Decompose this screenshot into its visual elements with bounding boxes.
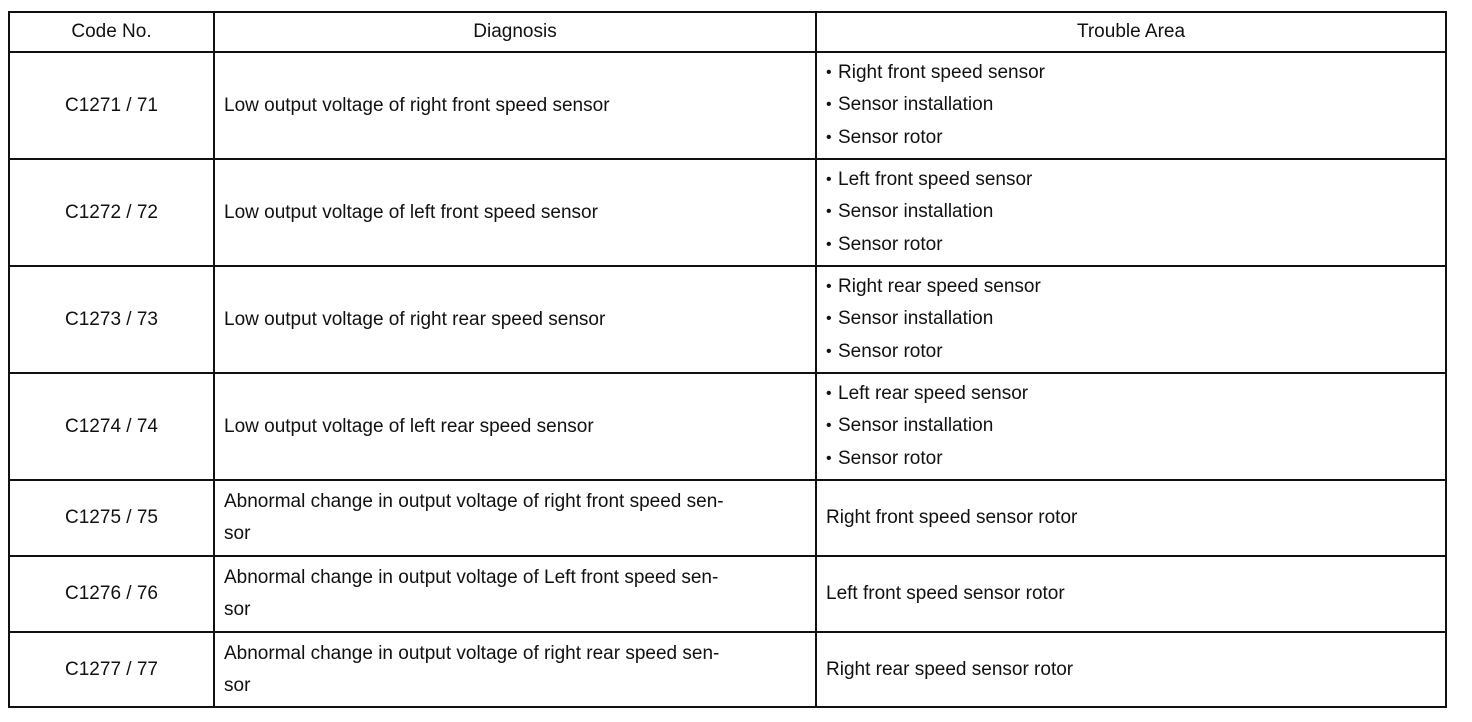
trouble-area-list: [826, 57, 1436, 155]
bullet-icon: •: [826, 235, 832, 253]
list-item: [826, 443, 1436, 476]
header-code: Code No.: [9, 12, 214, 52]
trouble-area-list: [826, 378, 1436, 476]
code-cell: C1277 / 77: [9, 632, 214, 707]
trouble-area-item: Sensor rotor: [838, 340, 943, 362]
code-cell: C1273 / 73: [9, 266, 214, 373]
diagnosis-cell: Low output voltage of left rear speed sensor: [214, 373, 816, 480]
diagnosis-line: Abnormal change in output voltage of right front speed sen-: [224, 491, 724, 512]
trouble-area-item: Sensor installation: [838, 415, 994, 437]
trouble-area-item: Sensor rotor: [838, 233, 943, 255]
table-row: [9, 373, 1446, 480]
code-cell: C1274 / 74: [9, 373, 214, 480]
diagnostic-code-table: [8, 11, 1447, 708]
list-item: [826, 378, 1436, 411]
trouble-area-cell: Right rear speed sensor rotor: [816, 632, 1446, 707]
diagnosis-line: sor: [224, 674, 251, 696]
table-row: [9, 266, 1446, 373]
trouble-area-item: Left rear speed sensor: [838, 382, 1029, 404]
list-item: [826, 57, 1436, 90]
bullet-icon: •: [826, 63, 832, 81]
trouble-area-cell: [816, 266, 1446, 373]
header-diagnosis: Diagnosis: [214, 12, 816, 52]
trouble-area-cell: Right front speed sensor rotor: [816, 480, 1446, 556]
diagnosis-cell: Low output voltage of right rear speed sensor: [214, 266, 816, 373]
bullet-icon: •: [826, 96, 832, 114]
trouble-area-item: Left front speed sensor: [838, 168, 1033, 190]
diagnosis-line: Abnormal change in output voltage of right rear speed sen-: [224, 642, 720, 664]
bullet-icon: •: [826, 128, 832, 146]
trouble-area-item: Sensor installation: [838, 308, 994, 330]
bullet-icon: •: [826, 310, 832, 328]
list-item: [826, 122, 1436, 155]
code-cell: C1272 / 72: [9, 159, 214, 266]
trouble-area-item: Right rear speed sensor: [838, 275, 1041, 297]
trouble-area-item: Sensor rotor: [838, 126, 943, 148]
diagnosis-cell: [214, 556, 816, 632]
code-cell: C1271 / 71: [9, 52, 214, 159]
table-row: [9, 480, 1446, 556]
table-row: [9, 159, 1446, 266]
trouble-area-list: [826, 164, 1436, 262]
list-item: [826, 410, 1436, 443]
list-item: [826, 164, 1436, 197]
trouble-area-item: Sensor installation: [838, 201, 994, 223]
diagnosis-line: sor: [224, 599, 251, 620]
header-row: [9, 12, 1446, 52]
diagnosis-cell: Low output voltage of left front speed sensor: [214, 159, 816, 266]
trouble-area-cell: [816, 373, 1446, 480]
code-cell: C1275 / 75: [9, 480, 214, 556]
list-item: [826, 271, 1436, 304]
table-row: [9, 556, 1446, 632]
trouble-area-item: Sensor installation: [838, 94, 994, 116]
list-item: [826, 336, 1436, 369]
trouble-area-cell: [816, 159, 1446, 266]
trouble-area-item: Right front speed sensor: [838, 61, 1046, 83]
list-item: [826, 89, 1436, 122]
diagnosis-cell: [214, 480, 816, 556]
table-row: [9, 52, 1446, 159]
trouble-area-cell: Left front speed sensor rotor: [816, 556, 1446, 632]
bullet-icon: •: [826, 203, 832, 221]
list-item: [826, 303, 1436, 336]
bullet-icon: •: [826, 449, 832, 467]
trouble-area-item: Sensor rotor: [838, 447, 943, 469]
bullet-icon: •: [826, 417, 832, 435]
bullet-icon: •: [826, 170, 832, 188]
code-cell: C1276 / 76: [9, 556, 214, 632]
diagnosis-cell: [214, 632, 816, 707]
trouble-area-cell: [816, 52, 1446, 159]
bullet-icon: •: [826, 384, 832, 402]
diagnosis-line: sor: [224, 523, 251, 544]
diagnosis-line: Abnormal change in output voltage of Left front speed sen-: [224, 567, 719, 588]
list-item: [826, 229, 1436, 262]
bullet-icon: •: [826, 277, 832, 295]
header-trouble-area: Trouble Area: [816, 12, 1446, 52]
trouble-area-list: [826, 271, 1436, 369]
bullet-icon: •: [826, 342, 832, 360]
list-item: [826, 196, 1436, 229]
diagnosis-cell: Low output voltage of right front speed sensor: [214, 52, 816, 159]
table-row: [9, 632, 1446, 707]
